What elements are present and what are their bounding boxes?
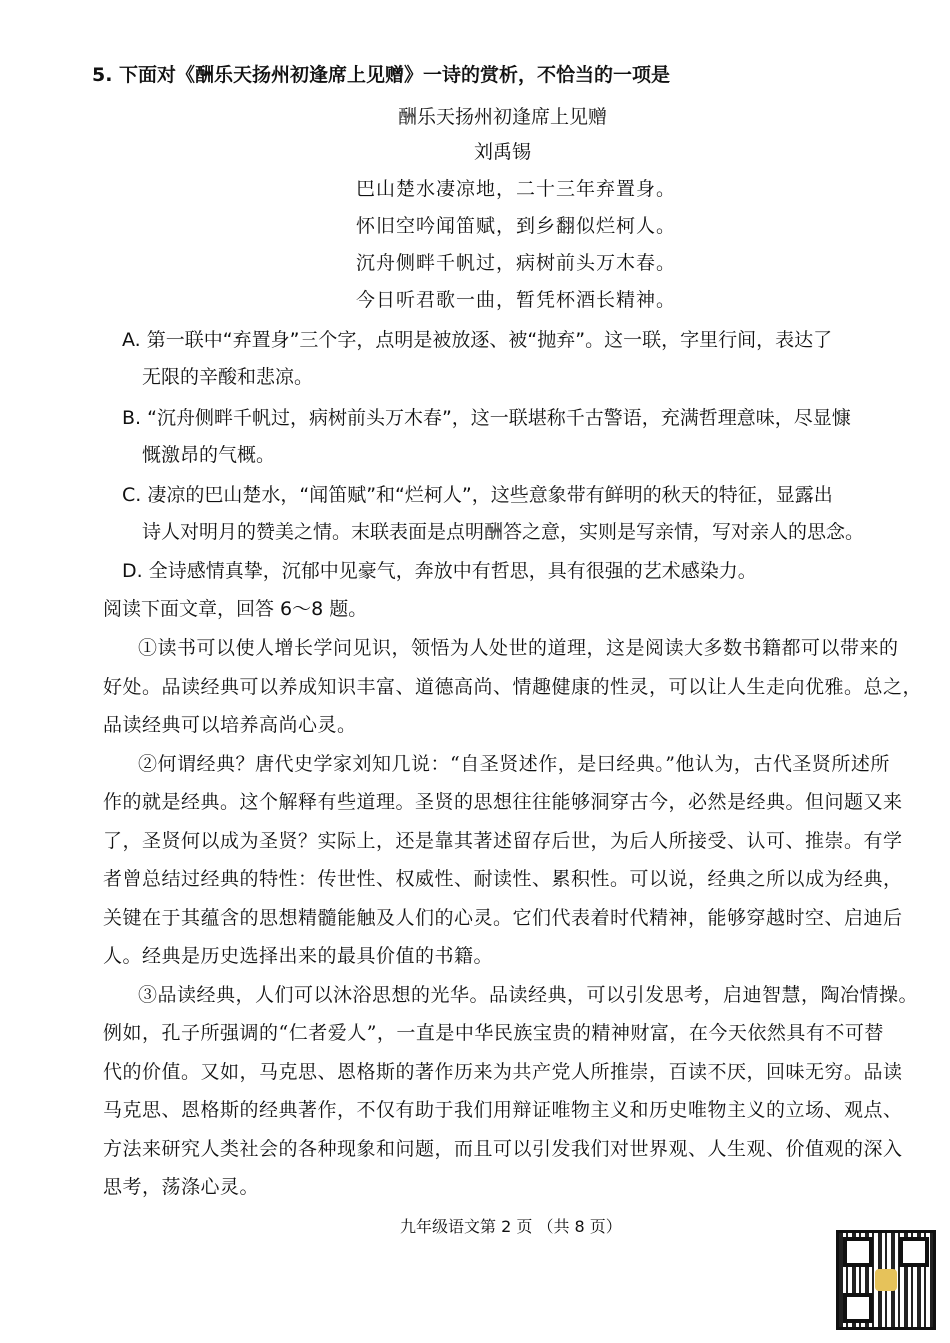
page-footer: 九年级语文第 2 页 （共 8 页） — [400, 1217, 622, 1236]
option-c: C. 凄凉的巴山楚水，“闻笛赋”和“烂柯人”，这些意象带有鲜明的秋天的特征，显露出 — [122, 484, 833, 506]
paragraph-2-line: ②何谓经典？唐代史学家刘知几说：“自圣贤述作，是曰经典。”他认为，古代圣贤所述所 — [138, 753, 890, 775]
option-b-cont: 慨激昂的气概。 — [142, 444, 276, 466]
poem-line: 怀旧空吟闻笛赋，到乡翻似烂柯人。 — [356, 215, 677, 237]
option-a: A. 第一联中“弃置身”三个字，点明是被放逐、被“抛弃”。这一联，字里行间，表达了 — [122, 329, 833, 351]
paragraph-2-line: 作的就是经典。这个解释有些道理。圣贤的思想往往能够洞穿古今，必然是经典。但问题又来 — [103, 791, 903, 813]
poem-line: 今日听君歌一曲，暂凭杯酒长精神。 — [356, 289, 677, 311]
poem-author: 刘禹锡 — [474, 141, 532, 163]
paragraph-3-line: 代的价值。又如，马克思、恩格斯的著作历来为共产党人所推崇，百读不厌，回味无穷。品读 — [103, 1061, 903, 1083]
paragraph-3-line: 方法来研究人类社会的各种现象和问题，而且可以引发我们对世界观、人生观、价值观的深入 — [103, 1138, 903, 1160]
paragraph-2-line: 了，圣贤何以成为圣贤？实际上，还是靠其著述留存后世，为后人所接受、认可、推崇。有学 — [103, 830, 903, 852]
paragraph-1-line: ①读书可以使人增长学问见识，领悟为人处世的道理，这是阅读大多数书籍都可以带来的 — [138, 637, 899, 659]
option-d: D. 全诗感情真挚，沉郁中见豪气，奔放中有哲思，具有很强的艺术感染力。 — [122, 560, 757, 582]
paragraph-1-line: 好处。品读经典可以养成知识丰富、道德高尚、情趣健康的性灵，可以让人生走向优雅。总之， — [103, 676, 923, 698]
paragraph-1-line: 品读经典可以培养高尚心灵。 — [103, 714, 357, 736]
question-5-title: 5. 下面对《酬乐天扬州初逢席上见赠》一诗的赏析，不恰当的一项是 — [92, 64, 671, 86]
paragraph-3-line: 例如，孔子所强调的“仁者爱人”，一直是中华民族宝贵的精神财富，在今天依然具有不可替 — [103, 1022, 884, 1044]
reading-instruction: 阅读下面文章，回答 6～8 题。 — [103, 598, 368, 620]
paragraph-2-line: 人。经典是历史选择出来的最具价值的书籍。 — [103, 945, 494, 967]
paragraph-3-line: ③品读经典，人们可以沐浴思想的光华。品读经典，可以引发思考，启迪智慧，陶冶情操。 — [138, 984, 919, 1006]
qr-logo-icon — [875, 1269, 897, 1291]
paragraph-2-line: 者曾总结过经典的特性：传世性、权威性、耐读性、累积性。可以说，经典之所以成为经典， — [103, 868, 903, 890]
poem-line: 巴山楚水凄凉地，二十三年弃置身。 — [356, 178, 677, 200]
option-c-cont: 诗人对明月的赞美之情。末联表面是点明酬答之意，实则是写亲情，写对亲人的思念。 — [142, 521, 865, 543]
poem-line: 沉舟侧畔千帆过，病树前头万木春。 — [356, 252, 677, 274]
option-b: B. “沉舟侧畔千帆过，病树前头万木春”，这一联堪称千古警语，充满哲理意味，尽显慷 — [122, 407, 851, 429]
paragraph-2-line: 关键在于其蕴含的思想精髓能触及人们的心灵。它们代表着时代精神，能够穿越时空、启迪后 — [103, 907, 903, 929]
option-a-cont: 无限的辛酸和悲凉。 — [142, 366, 314, 388]
paragraph-3-line: 思考，荡涤心灵。 — [103, 1176, 260, 1198]
qr-code-icon — [836, 1230, 936, 1330]
poem-title: 酬乐天扬州初逢席上见赠 — [398, 106, 608, 128]
paragraph-3-line: 马克思、恩格斯的经典著作，不仅有助于我们用辩证唯物主义和历史唯物主义的立场、观点、 — [103, 1099, 903, 1121]
